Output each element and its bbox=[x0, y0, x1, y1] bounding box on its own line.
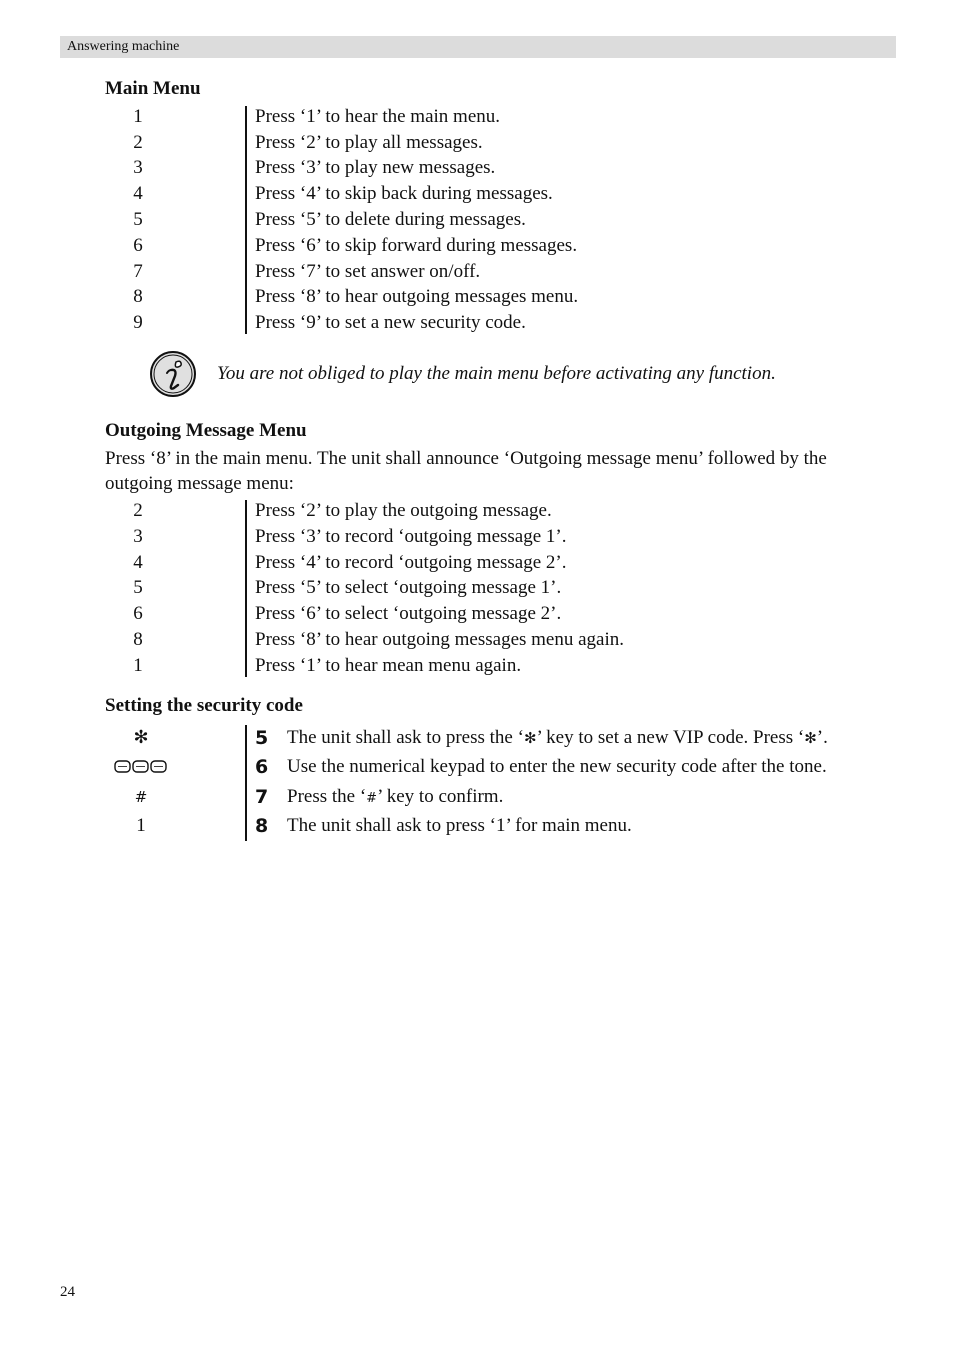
outgoing-menu-heading: Outgoing Message Menu bbox=[105, 420, 307, 442]
security-section bbox=[105, 693, 895, 841]
key-label: 2 bbox=[133, 131, 143, 153]
key-description: Press ‘8’ to hear outgoing messages menu. bbox=[255, 286, 579, 308]
table-row bbox=[105, 524, 895, 550]
key-description: Press ‘4’ to record ‘outgoing message 2’. bbox=[255, 551, 567, 573]
running-header-title: Answering machine bbox=[67, 39, 180, 54]
key-description: Press ‘8’ to hear outgoing messages menu again. bbox=[255, 629, 625, 651]
step-number: 7 bbox=[255, 785, 269, 808]
table-row bbox=[105, 576, 895, 602]
key-description: Press ‘9’ to set a new security code. bbox=[255, 312, 526, 334]
main-menu-section bbox=[105, 76, 895, 336]
hash-key-icon bbox=[105, 788, 177, 806]
page-content bbox=[105, 76, 895, 841]
key-description: Press ‘6’ to skip forward during messages. bbox=[255, 234, 578, 256]
table-row bbox=[105, 181, 895, 207]
table-row bbox=[105, 601, 895, 627]
running-header bbox=[60, 36, 896, 58]
table-row bbox=[105, 550, 895, 576]
main-menu-heading: Main Menu bbox=[105, 78, 201, 99]
step-number: 6 bbox=[255, 756, 269, 778]
key-label: 3 bbox=[133, 157, 143, 179]
table-row bbox=[105, 104, 895, 130]
star-key-glyph: ✻ bbox=[133, 727, 149, 748]
key-description: Press ‘1’ to hear mean menu again. bbox=[255, 654, 522, 676]
key-description: Press ‘6’ to select ‘outgoing message 2’. bbox=[255, 603, 562, 625]
info-icon bbox=[149, 350, 197, 398]
key-label: 8 bbox=[133, 286, 143, 308]
info-note bbox=[149, 350, 895, 398]
key-description: Press ‘5’ to delete during messages. bbox=[255, 209, 526, 231]
key-description: Press ‘5’ to select ‘outgoing message 1’. bbox=[255, 577, 562, 599]
key-label: 5 bbox=[133, 577, 143, 599]
security-steps-table bbox=[105, 723, 895, 841]
security-heading: Setting the security code bbox=[105, 694, 303, 716]
table-row bbox=[105, 627, 895, 653]
key-description: Press ‘2’ to play the outgoing message. bbox=[255, 500, 552, 522]
table-row bbox=[105, 156, 895, 182]
table-row bbox=[105, 498, 895, 524]
key-label: 5 bbox=[133, 209, 143, 231]
key-label: 6 bbox=[133, 603, 143, 625]
note-text: You are not obliged to play the main menu before activating any function. bbox=[217, 363, 776, 385]
main-menu-table bbox=[105, 104, 895, 336]
step-number: 5 bbox=[255, 726, 269, 749]
hash-key-glyph: # bbox=[134, 787, 148, 806]
key-label: 7 bbox=[133, 260, 143, 282]
step-text: Press the ‘#’ key to confirm. bbox=[287, 785, 504, 807]
keypad-keys-icon bbox=[105, 760, 177, 774]
key-label: 9 bbox=[133, 312, 143, 334]
key-description: Press ‘7’ to set answer on/off. bbox=[255, 260, 481, 282]
key-label: 3 bbox=[133, 525, 143, 547]
key-description: Press ‘3’ to record ‘outgoing message 1’. bbox=[255, 525, 567, 547]
step-text: The unit shall ask to press ‘1’ for main menu. bbox=[287, 815, 632, 836]
step-text: Use the numerical keypad to enter the new security code after the tone. bbox=[287, 756, 827, 777]
star-key-inline: ✻ bbox=[523, 728, 537, 747]
key-label: 4 bbox=[133, 183, 143, 205]
key-description: Press ‘4’ to skip back during messages. bbox=[255, 183, 553, 205]
keypad-keys-icon bbox=[114, 760, 168, 774]
key-label: 1 bbox=[133, 105, 143, 127]
step-text: The unit shall ask to press the ‘✻’ key to set a new VIP code. Press ‘✻’. bbox=[287, 726, 828, 748]
page-number: 24 bbox=[60, 1284, 75, 1300]
key-label bbox=[105, 815, 177, 837]
step-row bbox=[105, 723, 895, 753]
key-description: Press ‘1’ to hear the main menu. bbox=[255, 105, 500, 127]
outgoing-menu-table bbox=[105, 498, 895, 679]
table-row bbox=[105, 207, 895, 233]
outgoing-menu-intro: Press ‘8’ in the main menu. The unit shall announce ‘Outgoing message menu’ followed by the outgoing message menu: bbox=[105, 448, 827, 495]
table-row bbox=[105, 285, 895, 311]
key-label: 4 bbox=[133, 551, 143, 573]
star-key-icon bbox=[105, 727, 177, 748]
key-description: Press ‘3’ to play new messages. bbox=[255, 157, 496, 179]
outgoing-menu-section bbox=[105, 418, 895, 679]
table-row bbox=[105, 130, 895, 156]
table-row bbox=[105, 310, 895, 336]
key-label: 6 bbox=[133, 234, 143, 256]
star-key-inline: ✻ bbox=[804, 728, 817, 747]
table-row bbox=[105, 653, 895, 679]
key-description: Press ‘2’ to play all messages. bbox=[255, 131, 483, 153]
step-row bbox=[105, 752, 895, 782]
table-row bbox=[105, 233, 895, 259]
step-row bbox=[105, 782, 895, 812]
step-number: 8 bbox=[255, 815, 269, 837]
key-label: 1 bbox=[133, 654, 143, 676]
step-row bbox=[105, 811, 895, 841]
table-row bbox=[105, 259, 895, 285]
one-key-label: 1 bbox=[136, 815, 146, 836]
key-label: 2 bbox=[133, 500, 143, 522]
key-label: 8 bbox=[133, 629, 143, 651]
hash-key-inline: # bbox=[366, 790, 378, 806]
